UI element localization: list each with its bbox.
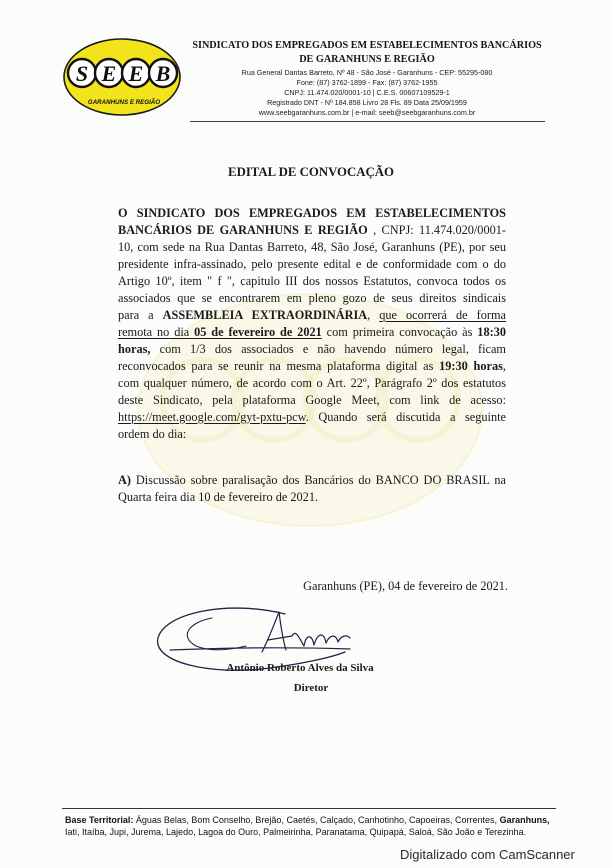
body-text: deste Sindicato, pela plataforma Google Meet, com link de acesso: — [118, 392, 506, 407]
agenda-item-text: Quarta feira dia 10 de fevereiro de 2021. — [118, 489, 319, 504]
body-line-11 — [118, 375, 506, 392]
org-name-line-2: DE GARANHUNS E REGIÃO — [299, 54, 435, 65]
body-text: , — [367, 307, 380, 322]
body-line-3 — [118, 239, 506, 256]
body-line-2 — [118, 222, 506, 239]
body-line-8 — [118, 324, 506, 341]
body-line-14 — [118, 426, 506, 443]
body-line-4 — [118, 256, 506, 273]
letterhead — [187, 40, 547, 118]
signatory-name: Antônio Roberto Alves da Silva — [226, 662, 374, 674]
body-line-13 — [118, 409, 506, 426]
first-call-time: 18:30 — [477, 324, 506, 339]
union-name-part-1: O SINDICATO DOS EMPREGADOS EM ESTABELECIMENTOS — [118, 205, 506, 220]
agenda-item-line-1 — [118, 472, 506, 489]
org-phone: Fone: (87) 3762-1899 - Fax: (87) 3762-1955 — [296, 78, 438, 87]
logo-letter-4: B — [155, 61, 171, 86]
logo-subtitle: GARANHUNS E REGIÃO — [87, 99, 161, 106]
footer-territory — [65, 814, 550, 838]
body-line-10 — [118, 358, 506, 375]
body-text: associados que se encontrarem em pleno gozo de seus direitos sindicais — [118, 290, 506, 305]
agenda-item-a — [118, 472, 506, 506]
meet-link: https://meet.google.com/gyt-pxtu-pcw — [118, 409, 306, 424]
body-line-12 — [118, 392, 506, 409]
remote-notice: que ocorrerá de forma — [379, 307, 506, 322]
body-text: com primeira convocação às — [321, 324, 478, 339]
body-text: Artigo 10º, item " f ", capitulo III dos nossos Estatutos, convoca todos os — [118, 273, 506, 288]
footer-label: Base Territorial: — [65, 815, 134, 825]
body-text: com 1/3 dos associados e não havendo número legal, ficam — [150, 341, 506, 356]
body-text: ordem do dia: — [118, 426, 187, 441]
signature-inner-stroke — [187, 618, 246, 650]
document-title: EDITAL DE CONVOCAÇÃO — [228, 165, 394, 179]
body-text: reconvocados para se reunir na mesma plataforma digital as — [118, 358, 440, 373]
body-line-6 — [118, 290, 506, 307]
handwritten-signature — [150, 600, 360, 690]
signatory-role: Diretor — [293, 682, 329, 694]
signature-letters-stroke — [262, 612, 350, 652]
body-text: para a — [118, 307, 163, 322]
logo-letter-2: E — [101, 61, 117, 86]
org-cnpj: CNPJ: 11.474.020/0001-10 | C.E.S. 00607109529-1 — [284, 88, 450, 97]
convocation-paragraph — [118, 205, 506, 443]
footer-divider — [62, 808, 556, 809]
first-call-time-unit: horas, — [118, 341, 151, 356]
body-line-7 — [118, 307, 506, 324]
agenda-item-line-2 — [118, 489, 506, 506]
org-registration: Registrado DNT - Nº 184.858 Livro 28 Fls. 89 Data 25/09/1959 — [267, 98, 467, 107]
remote-notice-cont: remota no dia — [118, 324, 195, 339]
body-text: com qualquer número, de acordo com o Art. 22º, Parágrafo 2º dos estatutos — [118, 375, 506, 390]
body-line-5 — [118, 273, 506, 290]
second-call-time: 19:30 horas — [439, 358, 503, 373]
footer-cities: Águas Belas, Bom Conselho, Brejão, Caetés, Calçado, Canhotinho, Capoeiras, Correntes, — [133, 815, 500, 825]
body-text: 10, com sede na Rua Dantas Barreto, 48, São José, Garanhuns (PE), por seu — [118, 239, 506, 254]
logo-letter-3: E — [128, 61, 144, 86]
body-line-1 — [118, 205, 506, 222]
footer-city-highlight: Garanhuns, — [499, 815, 550, 825]
org-web: www.seebgaranhuns.com.br | e-mail: seeb@seebgaranhuns.com.br — [258, 108, 476, 117]
union-name-part-2: BANCÁRIOS DE GARANHUNS E REGIÃO — [118, 222, 368, 237]
footer-line-2 — [65, 826, 550, 838]
agenda-item-text: Discussão sobre paralisação dos Bancários do BANCO DO BRASIL na — [130, 472, 506, 487]
assembly-type: ASSEMBLEIA EXTRAORDINÁRIA — [162, 307, 368, 322]
letterhead-divider — [190, 121, 545, 122]
seeb-logo — [62, 36, 186, 120]
logo-letter-1: S — [75, 61, 89, 86]
footer-line-1 — [65, 814, 550, 826]
scanner-watermark: Digitalizado com CamScanner — [400, 847, 575, 862]
body-text: , — [502, 358, 506, 373]
org-address: Rua General Dantas Barreto, Nº 48 - São José - Garanhuns - CEP: 55295-080 — [241, 68, 493, 77]
org-name-line-1: SINDICATO DOS EMPREGADOS EM ESTABELECIMENTOS BANCÁRIOS — [192, 40, 542, 51]
union-cnpj: , CNPJ: 11.474.020/0001- — [367, 222, 506, 237]
assembly-date: 05 de fevereiro de 2021 — [194, 324, 322, 339]
body-line-9 — [118, 341, 506, 358]
agenda-item-marker: A) — [118, 472, 131, 487]
body-text: . Quando será discutida a seguinte — [305, 409, 506, 424]
body-text: presidente infra-assinado, pelo presente edital e de conformidade com o do — [118, 256, 506, 271]
signature-underline-stroke — [170, 648, 350, 650]
footer-cities: Iati, Itaíba, Jupi, Jurema, Lajedo, Lagoa do Ouro, Palmeirinha, Paranatama, Quipapá, Saloá, São João e Terezinha. — [65, 827, 527, 837]
place-and-date: Garanhuns (PE), 04 de fevereiro de 2021. — [303, 579, 508, 593]
